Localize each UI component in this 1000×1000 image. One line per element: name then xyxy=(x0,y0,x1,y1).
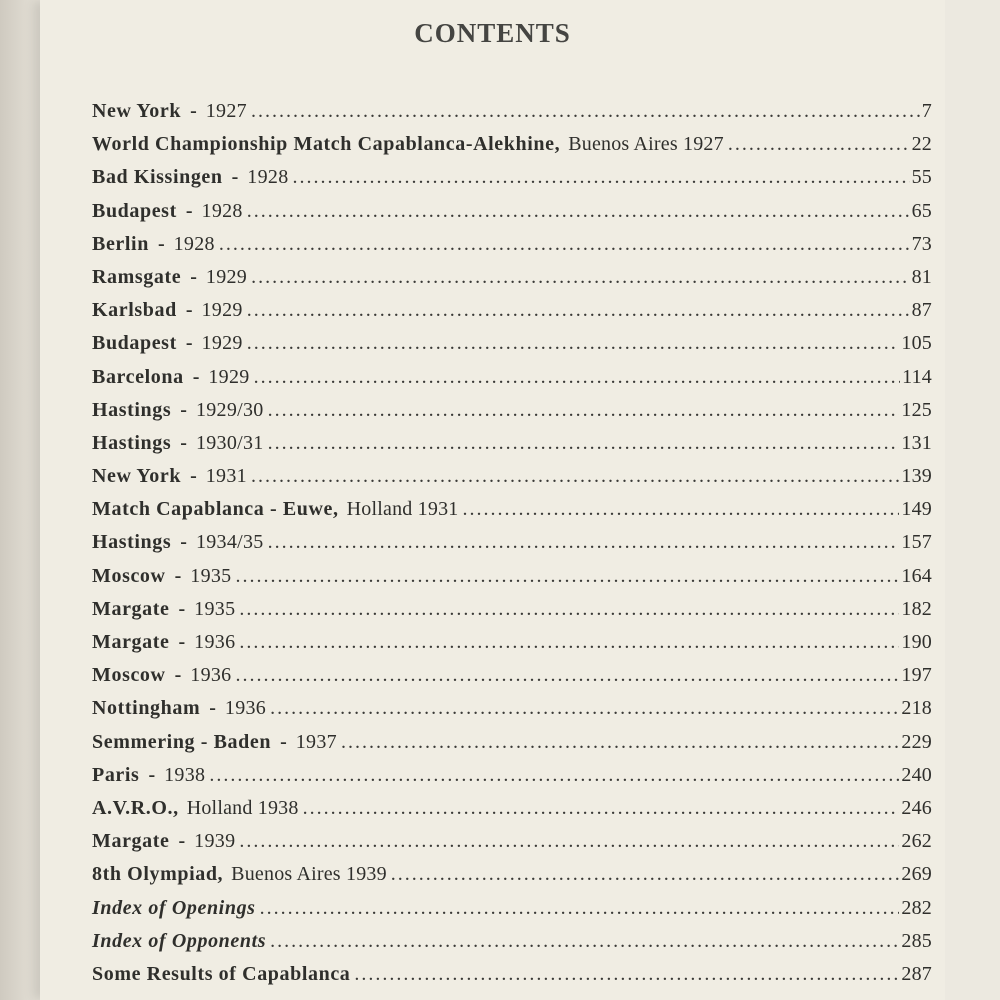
book-gutter xyxy=(0,0,40,1000)
toc-entry-title: Margate xyxy=(92,597,170,620)
toc-entry xyxy=(92,366,932,399)
toc-entry xyxy=(92,863,932,896)
toc-entry-title: Hastings xyxy=(92,431,172,454)
dot-leader xyxy=(247,299,910,322)
toc-entry xyxy=(92,133,932,166)
dot-leader xyxy=(251,465,899,488)
toc-page-number: 65 xyxy=(911,199,932,222)
toc-entry-title: Nottingham xyxy=(92,697,201,720)
dot-leader xyxy=(354,963,899,986)
toc-separator: - xyxy=(157,232,165,255)
toc-page-number: 22 xyxy=(911,133,932,156)
page-title: CONTENTS xyxy=(414,18,571,48)
toc-separator: - xyxy=(178,597,186,620)
toc-entry-title: Bad Kissingen xyxy=(92,166,223,189)
toc-entry xyxy=(92,697,932,730)
dot-leader xyxy=(251,266,909,289)
toc-page-number: 285 xyxy=(901,929,932,952)
toc-entry-title: New York xyxy=(92,465,182,488)
toc-entry-year: 1929 xyxy=(208,365,250,388)
toc-entry-title: Hastings xyxy=(92,531,172,554)
toc-page-number: 7 xyxy=(921,100,932,122)
toc-entry-title: Index of Openings xyxy=(92,896,256,919)
dot-leader xyxy=(247,200,910,223)
toc-entry-title: Semmering - Baden xyxy=(92,730,272,753)
toc-entry-year: 1928 xyxy=(201,199,243,222)
toc-entry-detail: Buenos Aires 1939 xyxy=(231,863,387,886)
toc-page-number: 139 xyxy=(901,465,932,488)
toc-entry xyxy=(92,166,932,199)
toc-page-number: 87 xyxy=(911,299,932,322)
dot-leader xyxy=(268,399,900,422)
toc-entry-year: 1935 xyxy=(194,597,236,620)
toc-entry-title: Paris xyxy=(92,763,140,786)
toc-page-number: 287 xyxy=(901,962,932,985)
toc-entry xyxy=(92,299,932,332)
toc-entry xyxy=(92,797,932,830)
toc-page-number: 197 xyxy=(901,664,932,687)
toc-entry-detail: Holland 1931 xyxy=(346,498,459,521)
dot-leader xyxy=(303,797,900,820)
toc-separator: - xyxy=(178,631,186,653)
toc-entry xyxy=(92,266,932,299)
toc-page-number: 229 xyxy=(901,730,932,753)
dot-leader xyxy=(293,166,910,189)
toc-entry-title: A.V.R.O., xyxy=(92,796,179,819)
toc-page-number: 73 xyxy=(911,232,932,255)
toc-entry xyxy=(92,465,932,498)
toc-entry-year: 1931 xyxy=(205,465,247,488)
toc-entry-title: Karlsbad xyxy=(92,299,177,322)
dot-leader xyxy=(341,731,899,754)
toc-page-number: 262 xyxy=(901,830,932,853)
toc-separator: - xyxy=(185,299,193,322)
toc-entry-year: 1936 xyxy=(194,631,236,653)
toc-separator: - xyxy=(280,730,287,753)
toc-entry-title: Some Results of Capablanca xyxy=(92,962,351,985)
toc-entry xyxy=(92,498,932,531)
toc-page-number: 131 xyxy=(901,431,932,454)
toc-entry-year: 1936 xyxy=(224,697,267,720)
toc-entry-title: Ramsgate xyxy=(92,265,182,288)
toc-entry xyxy=(92,432,932,465)
toc-entry-title: Moscow xyxy=(92,564,166,587)
toc-entry-title: 8th Olympiad, xyxy=(92,863,224,886)
toc-entry-year: 1929/30 xyxy=(195,398,264,421)
toc-page-number: 81 xyxy=(911,265,932,288)
dot-leader xyxy=(462,498,899,521)
toc-entry xyxy=(92,399,932,432)
toc-separator: - xyxy=(209,697,216,720)
toc-entry xyxy=(92,200,932,233)
toc-entry-year: 1929 xyxy=(201,299,243,322)
dot-leader xyxy=(239,631,899,654)
dot-leader xyxy=(391,863,900,886)
toc-entry xyxy=(92,233,932,266)
toc-entry-year: 1936 xyxy=(190,664,232,687)
toc-entry-title: Hastings xyxy=(92,398,172,421)
toc-entry-title: Moscow xyxy=(92,664,166,687)
toc-entry xyxy=(92,963,932,996)
toc-entry xyxy=(92,565,932,598)
toc-separator: - xyxy=(180,398,187,421)
toc-separator: - xyxy=(174,564,182,587)
toc-entry-year: 1934/35 xyxy=(195,531,264,554)
toc-entry xyxy=(92,332,932,365)
toc-page-number: 164 xyxy=(901,564,932,587)
dot-leader xyxy=(251,100,920,123)
toc-entry-title: Margate xyxy=(92,631,170,653)
toc-entry xyxy=(92,100,932,133)
toc-entry xyxy=(92,631,932,664)
dot-leader xyxy=(268,531,900,554)
table-of-contents xyxy=(92,100,932,996)
toc-separator: - xyxy=(180,531,187,554)
toc-entry xyxy=(92,531,932,564)
book-page xyxy=(40,0,945,1000)
toc-entry xyxy=(92,830,932,863)
toc-entry-year: 1928 xyxy=(173,232,215,255)
toc-page-number: 246 xyxy=(901,796,932,819)
dot-leader xyxy=(239,830,899,853)
page-edge xyxy=(945,0,1000,1000)
dot-leader xyxy=(270,697,899,720)
toc-separator: - xyxy=(185,332,193,355)
toc-separator: - xyxy=(185,199,193,222)
toc-page-number: 190 xyxy=(901,631,932,653)
toc-entry xyxy=(92,764,932,797)
toc-page-number: 149 xyxy=(901,498,932,521)
toc-page-number: 125 xyxy=(901,398,932,421)
toc-page-number: 269 xyxy=(901,863,932,886)
toc-page-number: 55 xyxy=(911,166,932,189)
toc-entry-title: World Championship Match Capablanca-Alekhine, xyxy=(92,133,561,156)
toc-entry-title: Index of Opponents xyxy=(92,929,267,952)
toc-entry xyxy=(92,897,932,930)
toc-separator: - xyxy=(190,465,197,488)
dot-leader xyxy=(235,664,899,687)
toc-entry xyxy=(92,930,932,963)
dot-leader xyxy=(268,432,900,455)
toc-entry xyxy=(92,598,932,631)
toc-entry-year: 1939 xyxy=(194,830,236,853)
toc-separator: - xyxy=(190,100,197,122)
toc-page-number: 114 xyxy=(902,365,932,388)
dot-leader xyxy=(209,764,899,787)
toc-page-number: 282 xyxy=(901,896,932,919)
toc-entry-title: Budapest xyxy=(92,332,177,355)
toc-entry-title: Margate xyxy=(92,830,170,853)
toc-page-number: 105 xyxy=(901,332,932,355)
toc-entry-title: New York xyxy=(92,100,182,122)
toc-entry-year: 1937 xyxy=(295,730,337,753)
dot-leader xyxy=(239,598,899,621)
dot-leader xyxy=(247,332,900,355)
toc-separator: - xyxy=(190,265,197,288)
dot-leader xyxy=(728,133,910,156)
toc-entry xyxy=(92,731,932,764)
toc-entry-year: 1930/31 xyxy=(195,431,264,454)
dot-leader xyxy=(235,565,899,588)
toc-page-number: 218 xyxy=(901,697,932,720)
toc-separator: - xyxy=(180,431,187,454)
toc-separator: - xyxy=(192,365,200,388)
toc-separator: - xyxy=(178,830,186,853)
toc-entry-year: 1938 xyxy=(164,763,206,786)
toc-entry-title: Barcelona xyxy=(92,365,184,388)
toc-entry-year: 1927 xyxy=(205,100,247,122)
toc-separator: - xyxy=(231,166,239,189)
dot-leader xyxy=(219,233,910,256)
toc-entry-detail: Holland 1938 xyxy=(186,796,299,819)
toc-entry xyxy=(92,664,932,697)
toc-entry-year: 1929 xyxy=(201,332,243,355)
toc-entry-title: Budapest xyxy=(92,199,177,222)
toc-separator: - xyxy=(148,763,156,786)
toc-entry-detail: Buenos Aires 1927 xyxy=(568,133,724,156)
dot-leader xyxy=(254,366,901,389)
dot-leader xyxy=(270,930,899,953)
dot-leader xyxy=(260,897,900,920)
toc-entry-title: Berlin xyxy=(92,232,149,255)
toc-entry-title: Match Capablanca - Euwe, xyxy=(92,498,339,521)
toc-page-number: 240 xyxy=(901,763,932,786)
toc-page-number: 157 xyxy=(901,531,932,554)
toc-entry-year: 1928 xyxy=(247,166,289,189)
toc-entry-year: 1929 xyxy=(205,265,248,288)
toc-entry-year: 1935 xyxy=(190,564,232,587)
toc-separator: - xyxy=(174,664,182,687)
toc-page-number: 182 xyxy=(901,597,932,620)
